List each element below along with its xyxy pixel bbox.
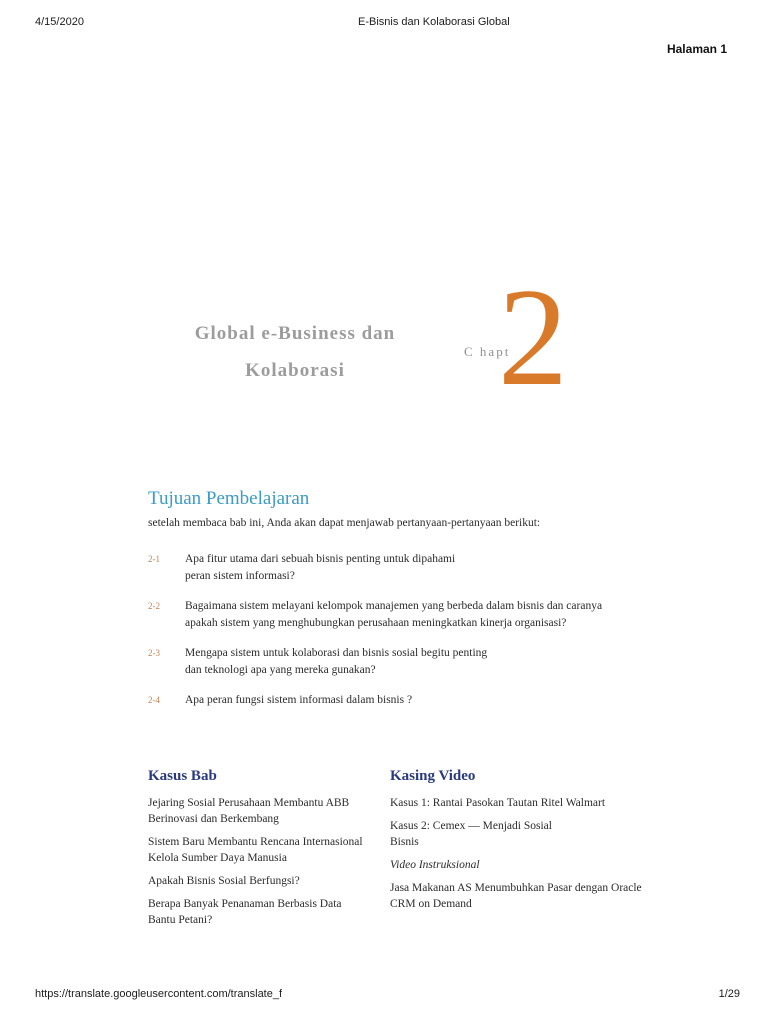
objective-line: Mengapa sistem untuk kolaborasi dan bisnis sosial begitu penting (185, 647, 488, 659)
video-case-item (390, 818, 645, 850)
header-date: 4/15/2020 (35, 16, 84, 28)
case-line: Berinovasi dan Berkembang (148, 813, 279, 825)
objective-line: peran sistem informasi? (185, 570, 295, 582)
case-line: Bisnis (390, 836, 419, 848)
objective-line: apakah sistem yang menghubungkan perusahaan meningkatkan kinerja organisasi? (185, 617, 567, 629)
objective-line: Apa peran fungsi sistem informasi dalam bisnis ? (185, 694, 413, 706)
case-line: Jejaring Sosial Perusahaan Membantu ABB (148, 797, 350, 809)
objective-item (148, 551, 618, 585)
objective-line: Apa fitur utama dari sebuah bisnis penting untuk dipahami (185, 553, 456, 565)
chapter-cases-section (148, 768, 386, 935)
case-line: Kelola Sumber Daya Manusia (148, 852, 287, 864)
objective-number: 2-1 (148, 554, 160, 564)
objective-number: 2-3 (148, 648, 160, 658)
objective-number: 2-2 (148, 601, 160, 611)
case-line: Berapa Banyak Penanaman Berbasis Data (148, 898, 342, 910)
objectives-list (148, 551, 618, 722)
video-case-item-instructional (390, 857, 645, 873)
chapter-word-label: C hapt (464, 344, 511, 359)
case-line: Apakah Bisnis Sosial Berfungsi? (148, 875, 300, 887)
objective-text (185, 692, 412, 709)
case-line: Jasa Makanan AS Menumbuhkan Pasar dengan Oracle (390, 882, 642, 894)
objective-item (148, 692, 618, 709)
objective-item (148, 598, 618, 632)
case-line: Bantu Petani? (148, 914, 213, 926)
case-item (148, 896, 386, 928)
video-case-item (390, 795, 645, 811)
case-line: Kasus 2: Cemex — Menjadi Sosial (390, 820, 552, 832)
objective-text (185, 598, 602, 632)
case-line: CRM on Demand (390, 898, 472, 910)
footer-source-url: https://translate.googleusercontent.com/translate_f (35, 988, 283, 1000)
objectives-heading: Tujuan Pembelajaran (148, 488, 310, 509)
case-item (148, 795, 386, 827)
header-doc-title: E-Bisnis dan Kolaborasi Global (358, 16, 510, 28)
chapter-title (160, 315, 430, 389)
objectives-intro: setelah membaca bab ini, Anda akan dapat menjawab pertanyaan-pertanyaan berikut: (148, 517, 541, 529)
case-line: Sistem Baru Membantu Rencana Internasional (148, 836, 363, 848)
chapter-cases-heading: Kasus Bab (148, 768, 217, 784)
objective-text (185, 645, 487, 679)
case-line: Video Instruksional (390, 859, 480, 871)
chapter-title-line2: Kolaborasi (245, 360, 345, 381)
objective-item (148, 645, 618, 679)
objective-text (185, 551, 455, 585)
objective-number: 2-4 (148, 695, 160, 705)
case-item (148, 873, 386, 889)
chapter-number: 2 (498, 260, 568, 415)
video-case-item (390, 880, 645, 912)
case-item (148, 834, 386, 866)
case-line: Kasus 1: Rantai Pasokan Tautan Ritel Walmart (390, 797, 606, 809)
objective-line: dan teknologi apa yang mereka gunakan? (185, 664, 376, 676)
chapter-title-line1: Global e-Business dan (194, 323, 396, 344)
video-cases-section (390, 768, 645, 919)
footer-page-number: 1/29 (718, 988, 740, 1000)
video-cases-heading: Kasing Video (390, 768, 476, 784)
objective-line: Bagaimana sistem melayani kelompok manajemen yang berbeda dalam bisnis dan caranya (185, 600, 603, 612)
header-page-label: Halaman 1 (666, 42, 727, 56)
